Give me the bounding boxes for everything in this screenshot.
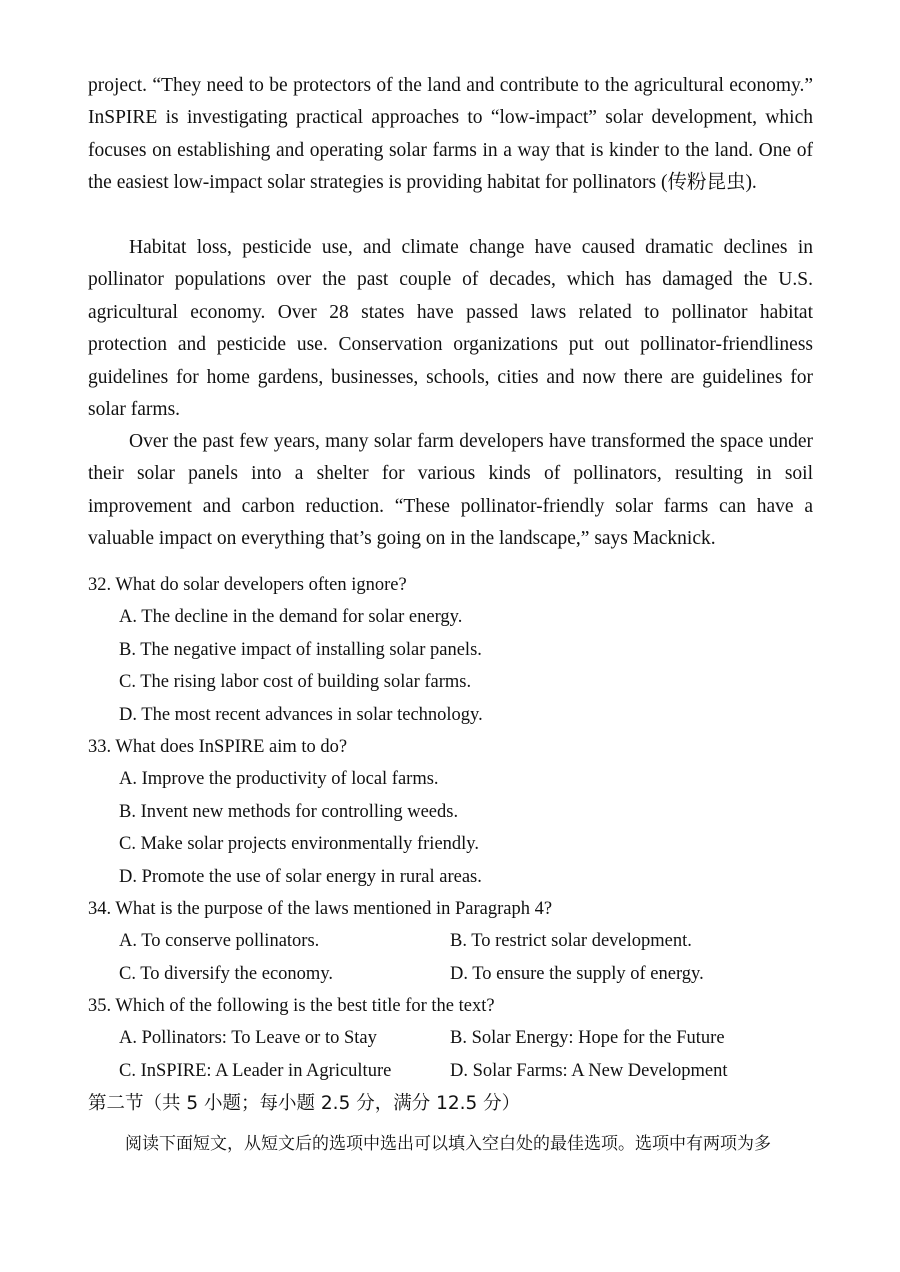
question-35-stem: 35. Which of the following is the best title for the text?: [88, 996, 495, 1017]
question-35-option-b: B. Solar Energy: Hope for the Future: [450, 1028, 725, 1049]
question-34-option-a: A. To conserve pollinators.: [119, 931, 320, 952]
question-32-option-b: B. The negative impact of installing solar panels.: [119, 639, 482, 660]
paragraph-project: project. “They need to be protectors of the land and contribute to the agricultural economy.” InSPIRE is investigating practical approaches to “low-impact” solar development, which focuses on establishing and operating solar farms in a way that is kinder to the land. One of the easiest low-impact solar strategies is providing habitat for pollinators (传粉昆虫).: [88, 75, 813, 194]
section-instructions: 阅读下面短文，从短文后的选项中选出可以填入空白处的最佳选项。选项中有两项为多: [125, 1134, 771, 1154]
questions-section: [88, 569, 828, 1087]
paragraph-solar-farm-developers: Over the past few years, many solar farm developers have transformed the space under their solar panels into a shelter for various kinds of pollinators, resulting in soil improvement and carbon reduction. “These pollinator-friendly solar farms can have a valuable impact on everything that’s going on in the landscape,” says Macknick.: [88, 431, 813, 550]
question-33-stem: 33. What does InSPIRE aim to do?: [88, 736, 348, 757]
question-35-option-d: D. Solar Farms: A New Development: [450, 1060, 728, 1081]
question-35-option-a: A. Pollinators: To Leave or to Stay: [119, 1028, 377, 1049]
question-32-option-d: D. The most recent advances in solar technology.: [119, 704, 483, 725]
question-34-option-d: D. To ensure the supply of energy.: [450, 963, 704, 984]
question-35-options-row-1: [88, 1022, 828, 1054]
section-heading: 第二节（共 5 小题；每小题 2.5 分，满分 12.5 分）: [88, 1093, 521, 1114]
question-32-option-c: C. The rising labor cost of building solar farms.: [119, 672, 472, 693]
question-34-option-b: B. To restrict solar development.: [450, 931, 692, 952]
question-34-options-row-2: [88, 958, 828, 990]
question-34-options-row-1: [88, 925, 828, 957]
question-34-option-c: C. To diversify the economy.: [119, 963, 333, 984]
question-33-option-d: D. Promote the use of solar energy in rural areas.: [119, 866, 482, 887]
question-35-option-c: C. InSPIRE: A Leader in Agriculture: [119, 1060, 392, 1081]
question-32-stem: 32. What do solar developers often ignore?: [88, 575, 407, 595]
question-33-option-a: A. Improve the productivity of local farms.: [119, 769, 439, 790]
question-35-options-row-2: [88, 1055, 828, 1087]
question-34-stem: 34. What is the purpose of the laws mentioned in Paragraph 4?: [88, 898, 553, 919]
question-33-option-b: B. Invent new methods for controlling weeds.: [119, 801, 459, 822]
question-33-option-c: C. Make solar projects environmentally friendly.: [119, 834, 479, 855]
paragraph-habitat-loss: Habitat loss, pesticide use, and climate change have caused dramatic declines in pollinator populations over the past couple of decades, which has damaged the U.S. agricultural economy. Over 28 states have passed laws related to pollinator habitat protection and pesticide use. Conservation organizations put out pollinator-friendliness guidelines for home gardens, businesses, schools, cities and now there are guidelines for solar farms.: [88, 237, 813, 421]
question-32-option-a: A. The decline in the demand for solar energy.: [119, 607, 463, 628]
